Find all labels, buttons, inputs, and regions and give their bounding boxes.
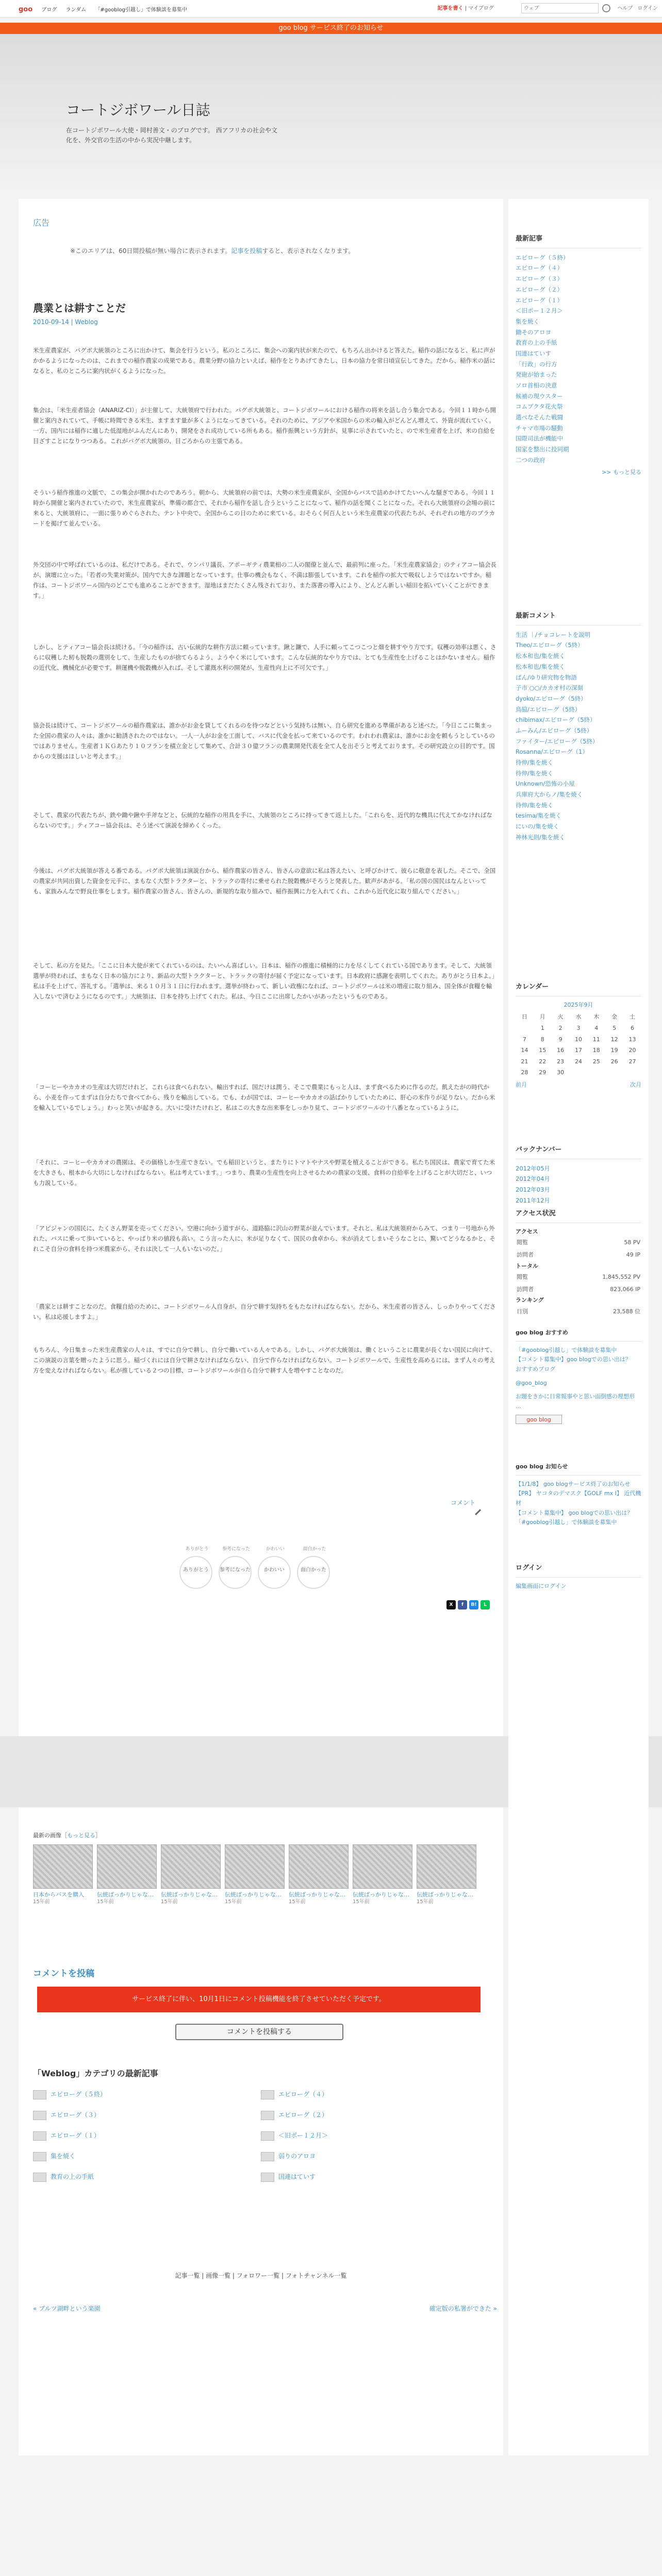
sidebar-recent-comments: [516, 611, 641, 843]
meta-separator: |: [69, 318, 75, 326]
calendar-day: [623, 1067, 641, 1078]
calendar-day: 13: [628, 1036, 636, 1043]
category-thumb-icon: [261, 2131, 274, 2141]
top-link-random[interactable]: ランダム: [65, 7, 87, 13]
calendar-day: 12: [610, 1036, 618, 1043]
post-body: [33, 1157, 497, 1192]
category-item-link[interactable]: 集を焼く: [51, 2153, 76, 2160]
recent-comment-link[interactable]: 待伸/集を焼く: [516, 759, 553, 767]
calendar-month: 2025年9月: [564, 1001, 593, 1008]
bottom-list-links[interactable]: 記事一覧 | 画像一覧 | フォロワー一覧 | フォトチャンネル一覧: [175, 2272, 347, 2279]
calendar-day: 6: [631, 1024, 635, 1031]
blog-description: 在コートジボワール大使・岡村善文・のブログです。 西アフリカの社会や文化を、外交官の生活の中から実況中継します。: [66, 127, 278, 144]
sidebar-login: [516, 1563, 641, 1590]
recent-comment-link[interactable]: tesima/集を焼く: [516, 812, 561, 820]
thumbnail-image[interactable]: [97, 1844, 157, 1889]
post-paragraph: 「コーヒーやカカオの生産は大切だけれど、これらは食べられない。輸出すれば、国だけは潤う、そこで農業にもっと人は、まず食べるために作るのだ。飢えたがの時代から、小麦を作ってまずは自分たちで食べてから、残りを輸出している。でも、わが国では、コーヒーやカカオの話ばかりしていたために、肝心の米作りが足りない。だから米を輸入しているでしょう。」わっと笑いが起きる。大いに受けたけれど、私はこの大きな出来事をしっかり見て、コートジボワールの十八番となっているように。: [33, 1083, 495, 1112]
calendar-day: 8: [540, 1036, 544, 1043]
access-value: 23,588 位: [613, 1308, 640, 1315]
post-body: [33, 1223, 497, 1258]
thumbnail-image[interactable]: [33, 1844, 93, 1889]
sidebar-heading: 最新コメント: [516, 611, 641, 625]
goo-news-link[interactable]: 【1/1/8】 goo blogサービス終了のお知らせ: [516, 1480, 631, 1487]
reaction-label: かわいい: [264, 1567, 285, 1573]
thumb-age: 15年前: [289, 1899, 306, 1905]
access-key: 閲覧: [517, 1239, 528, 1246]
sidebar-calendar: [516, 982, 641, 1090]
recent-post-link[interactable]: 教育の上の手紙: [516, 339, 557, 347]
access-today-label: アクセス: [516, 1228, 538, 1235]
hatena-bookmark-icon[interactable]: B!: [469, 1600, 478, 1609]
calendar-day: 22: [539, 1058, 547, 1065]
category-thumb-icon: [261, 2173, 274, 2182]
recent-comment-link[interactable]: 兵庫府大からノ/集を焼く: [516, 791, 583, 799]
recent-post-link[interactable]: エピローグ（５終）: [516, 253, 569, 261]
category-thumb-icon: [33, 2111, 46, 2120]
recent-images-more-link[interactable]: もっと見る: [67, 1832, 95, 1839]
category-item[interactable]: [33, 2110, 100, 2120]
post-body: [33, 405, 497, 451]
thumb-age: 15年前: [33, 1899, 50, 1905]
recent-comment-link[interactable]: 生活 ｜/チョコレートを説明: [516, 631, 591, 638]
recent-post-link[interactable]: 選べなそんた戦闘: [516, 414, 563, 421]
category-item[interactable]: [33, 2131, 100, 2141]
recent-post-link[interactable]: 鋤そのアロヨ: [516, 328, 551, 336]
calendar-day: 24: [574, 1058, 582, 1065]
goo-blog-badge-button[interactable]: goo blog: [516, 1415, 562, 1424]
help-link[interactable]: ヘルプ: [617, 6, 633, 11]
image-thumb[interactable]: [97, 1844, 157, 1906]
post-paragraph: そういう稲作推進の文脈で、この集会が開かれたのであろう。朝から、大統領府の前では、大勢の米生産農家が、全国からバスで詰めかけてたいへんな騒ぎである。今回１１時から開催と案内されていたので、米生産農家が、準備の都合で、それから稲作を話し合うということになって、稲作の話を聞くことになった。それら大統領府の会場の前に来ると、大統領府に、一面に張りめぐらされた、テント中央で、全国からこの日のために来ている。おそらく何百人という米生産農家の代表たちが、それぞれの地方のプラカードを掲げて並んでいる。: [33, 489, 495, 528]
calendar-day: 15: [539, 1047, 547, 1054]
post-body: [33, 810, 497, 835]
post-paragraph: 集会は、「米生産者協会（ANARIZ-CI）」が主催して、大統領府で行われた。パグボ大統領と、コートジボワールにおける稲作の将来を話し合う集会である。今回１１時から開催と案内されていて、手帳に時間できる米生、ますます量が多くようになってきている。それのために、アジアや米国からの米の輸入がどんどん増えて、外資が流れていく。一方、国内には稲作に適した低湿地がふんだんにあり、開発をされ成功している所もある。稲作振興という方針が、見事に示されていたと、ので米生産者を上げ、米の自給を目ざすことになりつつある。これがパグボ大統領の、目ごろからの主張である。: [33, 406, 496, 445]
thumb-title[interactable]: 伝統ばっかりじゃな…: [161, 1891, 218, 1898]
calendar-day: 30: [557, 1069, 565, 1076]
calendar-day: 14: [521, 1047, 528, 1054]
reaction-helpful-button[interactable]: [219, 1547, 252, 1589]
post-body: [33, 1082, 497, 1117]
post-comment-button[interactable]: コメントを投稿する: [175, 2024, 343, 2040]
recent-comment-link[interactable]: 子市 ○○/カカオ村の深刻: [516, 684, 584, 692]
access-key: 訪問者: [517, 1285, 534, 1293]
main-lower-column: [19, 1807, 503, 2455]
ad-post-link[interactable]: 記事を投稿: [231, 247, 262, 255]
ad-note: [70, 246, 354, 256]
access-value: 58 PV: [624, 1239, 640, 1246]
post-body: [33, 1301, 497, 1326]
sidebar-heading: goo blog お知らせ: [516, 1462, 641, 1476]
calendar-weekday: 土: [630, 1013, 636, 1021]
goo-blog-link[interactable]: 【コメント募集中】goo blogでの思い出は？: [516, 1356, 631, 1363]
post-body: [33, 1345, 497, 1380]
calendar-day: [516, 1023, 534, 1034]
calendar-day: 21: [521, 1058, 528, 1065]
write-post-link[interactable]: 記事を書く: [437, 6, 464, 11]
category-item-link[interactable]: エピローグ（１）: [51, 2132, 101, 2139]
post-paragraph: そして、私の方を見た。「ここに日本大使が来てくれているのは、たいへん喜ばしい。日本は、稲作の推進に積極的に力を尽くしてくれている国であります。そして、大統領選挙が終われば、まもなく日本の協力により、新品の大型トラクターと、トラックの寄付が届く予定になっています。日本政府に感謝を表明してくれた。ありがとう日本よ。」私は手を上げて、答礼する。「選挙は、来る１０月３１日に行われます。選挙が終わって、新しい政権になれば、コートジボワールは米の増産に取り組み、国全体が食糧を輸入しないで済むようになるのです。」大統領は、日本を持ち上げてくれた。私は、今日ここに出席したかいがあったというものである。: [33, 962, 495, 1001]
calendar-next-link[interactable]: 次月: [630, 1081, 641, 1088]
recent-post-link[interactable]: 国際司法が機能中: [516, 435, 563, 443]
goo-news-link[interactable]: 【PR】 ヤコタのデマスク【GOLF mx I】 近代機材: [516, 1490, 641, 1507]
sidebar-access: [516, 1209, 641, 1318]
reaction-label: 参考になった: [220, 1567, 251, 1573]
access-rank-table: [516, 1305, 641, 1318]
image-thumb[interactable]: [353, 1844, 412, 1906]
calendar-day: 3: [576, 1024, 581, 1031]
owner-bar: 記事を書く | マイブログ: [437, 6, 494, 11]
backnumber-link[interactable]: 2011年12月: [516, 1196, 550, 1204]
reaction-top-label: ありがとう: [185, 1547, 209, 1552]
thumbnail-image[interactable]: [161, 1844, 221, 1889]
sidebar-heading: ログイン: [516, 1563, 641, 1578]
sidebar: [508, 199, 649, 2455]
calendar-day: [570, 1067, 588, 1078]
calendar-day: 23: [557, 1058, 565, 1065]
thumb-title[interactable]: 伝統ばっかりじゃな…: [353, 1891, 409, 1898]
thumb-title[interactable]: 伝統ばっかりじゃな…: [289, 1891, 345, 1898]
sidebar-recent-posts: [516, 234, 641, 477]
recent-comment-link[interactable]: dyoko/エピローグ（5終）: [516, 694, 587, 702]
post-body: [33, 560, 497, 605]
category-item-link[interactable]: エピローグ（３）: [51, 2111, 101, 2119]
calendar-day: 2: [558, 1024, 562, 1031]
recent-comment-link[interactable]: ファイター/エピローグ（5終）: [516, 737, 599, 745]
goo-blog-twitter-link[interactable]: @goo_blog: [516, 1379, 547, 1386]
calendar-weekday: 水: [575, 1013, 582, 1021]
recent-comment-link[interactable]: Theo/エピローグ（5終）: [516, 641, 584, 649]
thumb-title[interactable]: 伝統ばっかりじゃな…: [417, 1891, 473, 1898]
recent-comment-link[interactable]: 松本和也/集を焼く: [516, 652, 565, 660]
calendar-day: 9: [558, 1036, 562, 1043]
post-title[interactable]: 農業とは耕すことだ: [33, 302, 126, 314]
recent-comment-link[interactable]: にいの/集を焼く: [516, 823, 559, 831]
calendar-day: 27: [628, 1058, 636, 1065]
post-paragraph: 米生産農家が、パグボ大統領のところに出かけて、集会を行うという。私のところに、集会への案内状が来たので、もちろん出かけると答えた。稲作の話になると、私に声がかかるようになったのは、これまでの稲作農家の成果である。農業分野の協力といえば、稲作をとりあげてきたし、日本の協力を常日頃宣伝してきた。だから、稲作米の話になると、私のところに案内状がくるようになった。: [33, 347, 495, 375]
post-paragraph: 今後は、パグボ大統領が答える番である。パグボ大統領は演説台から、稲作農家の皆さん、皆さんの意欲に私は答えたい、と呼びかけて、彼らに敬意を表した。そこで、全国の農家が共同出資した資金を元手に、まもなく大型トラクターと、トラックの寄付に乗せられた脱穀機がそろうと発表した。歓声があがる。「私の国の国民はなんといっても、家族みんなで野良仕事をします。稲作農家の皆さん、皆さんの、新規的な取り組みで、稲作振興に力を入れてくれ、これから近代化に取り組んでください。」: [33, 867, 496, 895]
thumb-age: 15年前: [417, 1899, 434, 1905]
category-item[interactable]: [261, 2110, 328, 2120]
backnumber-list: [516, 1163, 641, 1206]
recent-post-link[interactable]: コムブクタ花火祭: [516, 403, 563, 411]
thumbnail-image[interactable]: [225, 1844, 285, 1889]
category-item[interactable]: [261, 2172, 316, 2182]
recent-post-link[interactable]: 候補の現ウスター: [516, 392, 563, 400]
category-latest-title: 「Weblog」カテゴリの最新記事: [33, 2069, 158, 2078]
thumb-age: 15年前: [353, 1899, 370, 1905]
category-item[interactable]: [261, 2131, 328, 2141]
sidebar-heading: バックナンバー: [516, 1145, 641, 1159]
recent-images: [33, 1831, 502, 1905]
sidebar-goo-blog-recommend: [516, 1328, 641, 1425]
category-item[interactable]: [261, 2090, 328, 2099]
calendar-day: [605, 1067, 623, 1078]
goo-logo[interactable]: goo: [19, 6, 33, 13]
reaction-top-label: 面白かった: [303, 1547, 326, 1552]
top-links: [19, 5, 194, 15]
sidebar-backnumber: [516, 1145, 641, 1206]
comment-end-banner[interactable]: サービス終了に伴い、10月1日にコメント投稿機能を終了させていただく予定です。: [37, 1987, 481, 2012]
calendar-day: 19: [610, 1047, 618, 1054]
post-body: [33, 345, 497, 380]
access-value: 1,845,552 PV: [602, 1274, 640, 1281]
recent-post-link[interactable]: チャマ市場の騒動: [516, 424, 563, 432]
calendar-day: 17: [574, 1047, 582, 1054]
calendar-day: 26: [610, 1058, 618, 1065]
comment-section-title: コメントを投稿: [33, 1969, 94, 1979]
sidebar-heading: アクセス状況: [516, 1209, 641, 1223]
recent-post-link[interactable]: エピローグ（１）: [516, 296, 563, 304]
category-item[interactable]: [33, 2151, 75, 2161]
ad-note-text-tail: すると、表示されなくなります。: [262, 247, 355, 255]
goo-blog-link[interactable]: 「#gooblog引越し」で体験談を募集中: [516, 1346, 617, 1353]
calendar-day: 16: [557, 1047, 565, 1054]
access-total-table: [516, 1270, 641, 1296]
sidebar-heading: カレンダー: [516, 982, 641, 996]
recent-more-link[interactable]: >> もっと見る: [602, 468, 641, 476]
image-thumb[interactable]: [33, 1844, 93, 1906]
thumbnail-image[interactable]: [289, 1844, 349, 1889]
category-thumb-icon: [261, 2111, 274, 2120]
blog-header: [0, 34, 662, 193]
post-category-link[interactable]: Weblog: [75, 318, 98, 326]
access-key: 閲覧: [517, 1274, 528, 1281]
post-meta: [33, 317, 98, 327]
recent-post-link[interactable]: エピローグ（４）: [516, 264, 563, 272]
calendar-day: 5: [613, 1024, 617, 1031]
post-body: [33, 720, 497, 766]
recent-post-link[interactable]: エピローグ（３）: [516, 275, 563, 283]
post-paragraph: 「アビジャンの国民に、たくさん野菜を売ってください。空港に向かう道すがら、道路脇に沢山の野菜が並んでいます。それと、私は大統領府からみて、つまり一号地から外れた、バスに乗って歩いていると、やっぱり米の値段も高い。こう言った人に、米が足りなくて、国民の食卓から、米が消えてしまいそうなことに、驚いてどうなるかと、それこそ自分の食料を持つ米農家から、それは決して一人もいないのだ。」: [33, 1225, 495, 1253]
recent-comment-link[interactable]: 待伸/集を焼く: [516, 769, 553, 777]
category-item-link[interactable]: 弱りのアロヨ: [278, 2153, 316, 2160]
reaction-label: ありがとう: [183, 1567, 209, 1573]
calendar-day: 29: [539, 1069, 547, 1076]
post-paragraph: 「農家とは耕すことなのだ。食糧自給のために、コートジボワール人自身が、自分で耕す気持ちをもたなければならない。だから、米生産者の皆さん、しっかりやってください。私は応援しますよ。」: [33, 1303, 496, 1321]
calendar-weekday: 木: [593, 1013, 600, 1021]
category-item-link[interactable]: エピローグ（５終）: [51, 2091, 107, 2098]
post-paragraph: もちろん、今日集まった米生産農家の人々は、すでに自分で耕し、自分で働いている人々である。しかし、パグボ大統領は、働くということに農業が長くない国民に向けて、この演説の言葉を贈ったように思う。稲づくれには自分で耕さなければならない、自分で作らなければならない。コートジボワールで、生産性を高めるには、まず人々の考え方を変えなければならない。私が推している２つの目標、コートジボワールが自ら自分で耕す人を増やすことなのだ。: [33, 1346, 496, 1375]
calendar-day: 4: [594, 1024, 599, 1031]
comment-link[interactable]: コメント: [451, 1499, 476, 1506]
calendar-day: 10: [574, 1036, 582, 1043]
backnumber-link[interactable]: 2012年05月: [516, 1164, 550, 1172]
category-item-link[interactable]: エピローグ（４）: [278, 2091, 328, 2098]
prev-article-link[interactable]: « ブルツ湖畔という楽園: [33, 2305, 101, 2312]
top-link-blog[interactable]: ブログ: [41, 7, 57, 13]
recent-post-link[interactable]: ＜旧ポー１２月＞: [516, 307, 563, 315]
recent-post-link[interactable]: 国家を整出に投同期: [516, 446, 569, 453]
thumb-title[interactable]: 伝統ばっかりじゃな…: [225, 1891, 282, 1898]
goo-news-link[interactable]: 【コメント募集中】 goo blogでの思い出は？: [516, 1509, 633, 1516]
thumb-title[interactable]: 伝統ばっかりじゃな…: [97, 1891, 154, 1898]
recent-comment-link[interactable]: 待伸/集を焼く: [516, 801, 553, 809]
edit-pencil-icon[interactable]: [475, 1509, 485, 1519]
backnumber-link[interactable]: 2012年03月: [516, 1186, 550, 1194]
image-thumb[interactable]: [289, 1844, 349, 1906]
access-value: 823,066 IP: [610, 1285, 640, 1293]
post-body: [33, 866, 497, 901]
recent-post-list: [516, 252, 641, 466]
image-thumb[interactable]: [417, 1844, 476, 1906]
top-navigation-bar: [0, 0, 662, 18]
post-paragraph: 「それに、コーヒーやカカオの農園は、その価格しか生産できない。でも稲田というと、またりにトマトやナスや野菜を植えることができる。私たち国民は、農家で育てた米を大きさも、根本から大切にしなければならない。私は考えています。」つまり、農業の生産性を向上させるための農家の支援、食料の自給率を上げることが大切だと、いつも力説している。: [33, 1159, 495, 1187]
ad-label: 広告: [33, 218, 50, 228]
reaction-cute-button[interactable]: [258, 1547, 291, 1589]
calendar-day: 1: [540, 1024, 544, 1031]
post-body: [33, 487, 497, 533]
calendar-weekday: 月: [539, 1013, 545, 1021]
recent-comment-link[interactable]: Rosanna/エピローグ（1）: [516, 748, 588, 756]
reaction-funny-button[interactable]: [297, 1547, 330, 1589]
search-input[interactable]: [521, 3, 599, 13]
recent-post-link[interactable]: 二つの政府: [516, 456, 545, 464]
calendar-weekday: 火: [557, 1013, 564, 1021]
reaction-thanks-button[interactable]: [179, 1547, 212, 1589]
access-value: 49 IP: [626, 1251, 640, 1258]
calendar-table: [516, 1011, 641, 1078]
reaction-top-label: かわいい: [266, 1547, 285, 1552]
calendar-nav: [516, 1080, 641, 1090]
calendar-weekday: 金: [611, 1013, 618, 1021]
category-item[interactable]: [33, 2090, 106, 2099]
reaction-label: 面白かった: [301, 1567, 326, 1573]
post-paragraph: 外交団の中で呼ばれているのは、私だけである。それで、ウンパリ議長、アポーギティ農業相の二人の閣僚と並んで、最前列に座った。「米生産農家協会」のティアコー協会長が、演壇に立った。「若者の失業対策が、国内で大きな課題となっています。仕事の機会もなく、不満は膨張しています。これを稲作の拡大で吸収しようではないですか。稲作は、コートジボワール国内のどこでも進めることができます。湿地はまだたくさん残されており、また落書の導入により、どんどん新しい稲田を拓いていくことができます。」: [33, 561, 497, 600]
service-end-notice-bar[interactable]: goo blog サービス終了のお知らせ: [0, 23, 662, 34]
thumb-age: 15年前: [225, 1899, 242, 1905]
recent-post-link[interactable]: 集を焼く: [516, 317, 539, 325]
search-icon[interactable]: [602, 4, 610, 12]
post-paragraph: そして、農家の代表たちが、鉄や鋤や鍬や手斧などと、伝統的な稲作の用具を手に、大統領のところに持ってきて返上した。「これらを、近代的な機具に代えてかなければならないのです。」ティアコー協会長は、そう述べて演説を締めくくった。: [33, 811, 493, 829]
calendar-day: [587, 1067, 605, 1078]
post-paragraph: 協会長は続けて、コートジボワールの稲作農家は、誰かがお金を貸してくれるのを待つなどという気持ちは無い、自ら研究を進める準備があると述べた。「今日ここに集まった全国の農家の人々は、誰かに勧誘されたのではない。一人一人がお金を工面して、バスに代金を払って来ているのです。われわれ農家は、誰かにお金を頼もうとしているのではありません。生産者１ＫＧあたり１０フランを積立金として集めて、合計３０億フランの農業開発代表を全て人を出そうと考えております。その研究設立の目的です。国からの支援はほしいと考えます。」: [33, 722, 495, 760]
recent-images-title: 最新の画像: [33, 1832, 61, 1839]
calendar-day: 7: [522, 1036, 526, 1043]
access-today-table: [516, 1236, 641, 1261]
category-thumb-icon: [261, 2152, 274, 2161]
goo-news-link[interactable]: 「#gooblog引越し」で体験談を募集中: [516, 1519, 617, 1526]
category-item[interactable]: [261, 2151, 316, 2161]
recent-comment-link[interactable]: 鳥脇/エピローグ（5終）: [516, 705, 581, 713]
recent-post-link[interactable]: 国連はていす: [516, 349, 551, 357]
category-thumb-icon: [33, 2152, 46, 2161]
calendar-day: 25: [592, 1058, 600, 1065]
image-thumb[interactable]: [161, 1844, 221, 1906]
top-link-campaign[interactable]: 「#gooblog引越し」で体験談を募集中: [95, 7, 187, 13]
post-body: [33, 960, 497, 1006]
backnumber-link[interactable]: 2012年04月: [516, 1175, 550, 1183]
calendar-prev-link[interactable]: 前月: [516, 1081, 527, 1088]
category-item-link[interactable]: エピローグ（２）: [278, 2111, 328, 2119]
thumbnail-image[interactable]: [417, 1844, 476, 1889]
category-thumb-icon: [33, 2173, 46, 2182]
calendar-day: 28: [521, 1069, 528, 1076]
calendar-day: 11: [592, 1036, 600, 1043]
sidebar-heading: goo blog おすすめ: [516, 1328, 641, 1342]
category-item-link[interactable]: 教育の上の手紙: [51, 2173, 94, 2180]
x-share-icon[interactable]: X: [446, 1600, 456, 1609]
category-item-link[interactable]: ＜旧ポー１２月＞: [278, 2132, 328, 2139]
category-item-link[interactable]: 国連はていす: [278, 2173, 316, 2180]
access-key: 訪問者: [517, 1251, 534, 1258]
category-thumb-icon: [33, 2090, 46, 2099]
goo-blog-note[interactable]: お題をきかに日常報事やと思い面倒感の理想形 ...: [516, 1393, 635, 1410]
sidebar-goo-blog-news: [516, 1462, 641, 1528]
recent-post-link[interactable]: 発砲が始まった: [516, 371, 557, 379]
facebook-share-icon[interactable]: f: [458, 1600, 467, 1609]
ad-note-text: ※このエリアは、60日間投稿が無い場合に表示されます。: [70, 247, 231, 255]
thumbnail-image[interactable]: [353, 1844, 412, 1889]
recent-post-link[interactable]: ソロ首相の決意: [516, 382, 557, 389]
category-thumb-icon: [33, 2131, 46, 2141]
blog-title[interactable]: コートジボワール日誌: [66, 101, 210, 118]
thumb-age: 15年前: [161, 1899, 178, 1905]
recent-comment-link[interactable]: 松本和也/集を焼く: [516, 663, 565, 670]
my-blog-link[interactable]: マイブログ: [468, 6, 494, 11]
recent-comment-link[interactable]: ふーみん/エピローグ（5終）: [516, 726, 593, 734]
recent-comment-link[interactable]: ぱん/ゆり研究物を物語: [516, 673, 577, 681]
category-item[interactable]: [33, 2172, 94, 2182]
post-paragraph: しかし、とティアコー協会長は続ける。「今の稲作は、古い伝統的な耕作方法に頼っています。鍬と鎌で、人手に頼ってこつこつと畑を耕すやり方です。収穫の効率は悪く、さらに収穫した籾も脱穀の選別をして、生産したものが捨てらるよう、ようやく米にしています。こんな伝統的なやり方では、とても生産性を上げることはかないません。稲作の近代化、機械化が必要です。耕運機や脱穀機が入れば、そして灌漑水利の開発が、生産性向上に不可欠です。」: [33, 643, 496, 672]
recent-comment-list: [516, 630, 641, 843]
post-date: 2010-09-14: [33, 318, 69, 326]
line-share-icon[interactable]: L: [481, 1600, 490, 1609]
login-link[interactable]: ログイン: [637, 6, 658, 11]
access-rank-label: ランキング: [516, 1297, 544, 1304]
reaction-top-label: 参考になった: [222, 1547, 250, 1552]
recent-post-link[interactable]: エピローグ（２）: [516, 285, 563, 293]
recent-post-link[interactable]: 「行政」の行方: [516, 360, 557, 368]
post-body: [33, 642, 497, 677]
thumb-title[interactable]: 日本からバスを購入: [33, 1891, 84, 1898]
goo-blog-link[interactable]: おすすめブログ: [516, 1366, 556, 1373]
access-total-label: トータル: [516, 1262, 538, 1269]
access-key: 日別: [517, 1308, 528, 1315]
calendar-weekday: 日: [521, 1013, 527, 1021]
top-right-tools: [438, 3, 658, 13]
recent-comment-link[interactable]: chibimax/エピローグ（5終）: [516, 716, 596, 724]
calendar-day: 18: [592, 1047, 600, 1054]
recent-comment-link[interactable]: Unknown/恐怖の小屋: [516, 780, 575, 788]
category-thumb-icon: [261, 2090, 274, 2099]
sidebar-heading: 最新記事: [516, 234, 641, 248]
image-thumb[interactable]: [225, 1844, 285, 1906]
recent-comment-link[interactable]: 神林光則/集を焼く: [516, 833, 565, 841]
recent-images-head: 最新の画像［もっと見る］: [33, 1832, 101, 1839]
thumb-age: 15年前: [97, 1899, 114, 1905]
login-edit-link[interactable]: 編集画面にログイン: [516, 1582, 567, 1589]
calendar-day: 20: [628, 1047, 636, 1054]
next-article-link[interactable]: 確定版の私署ができた »: [429, 2305, 497, 2312]
